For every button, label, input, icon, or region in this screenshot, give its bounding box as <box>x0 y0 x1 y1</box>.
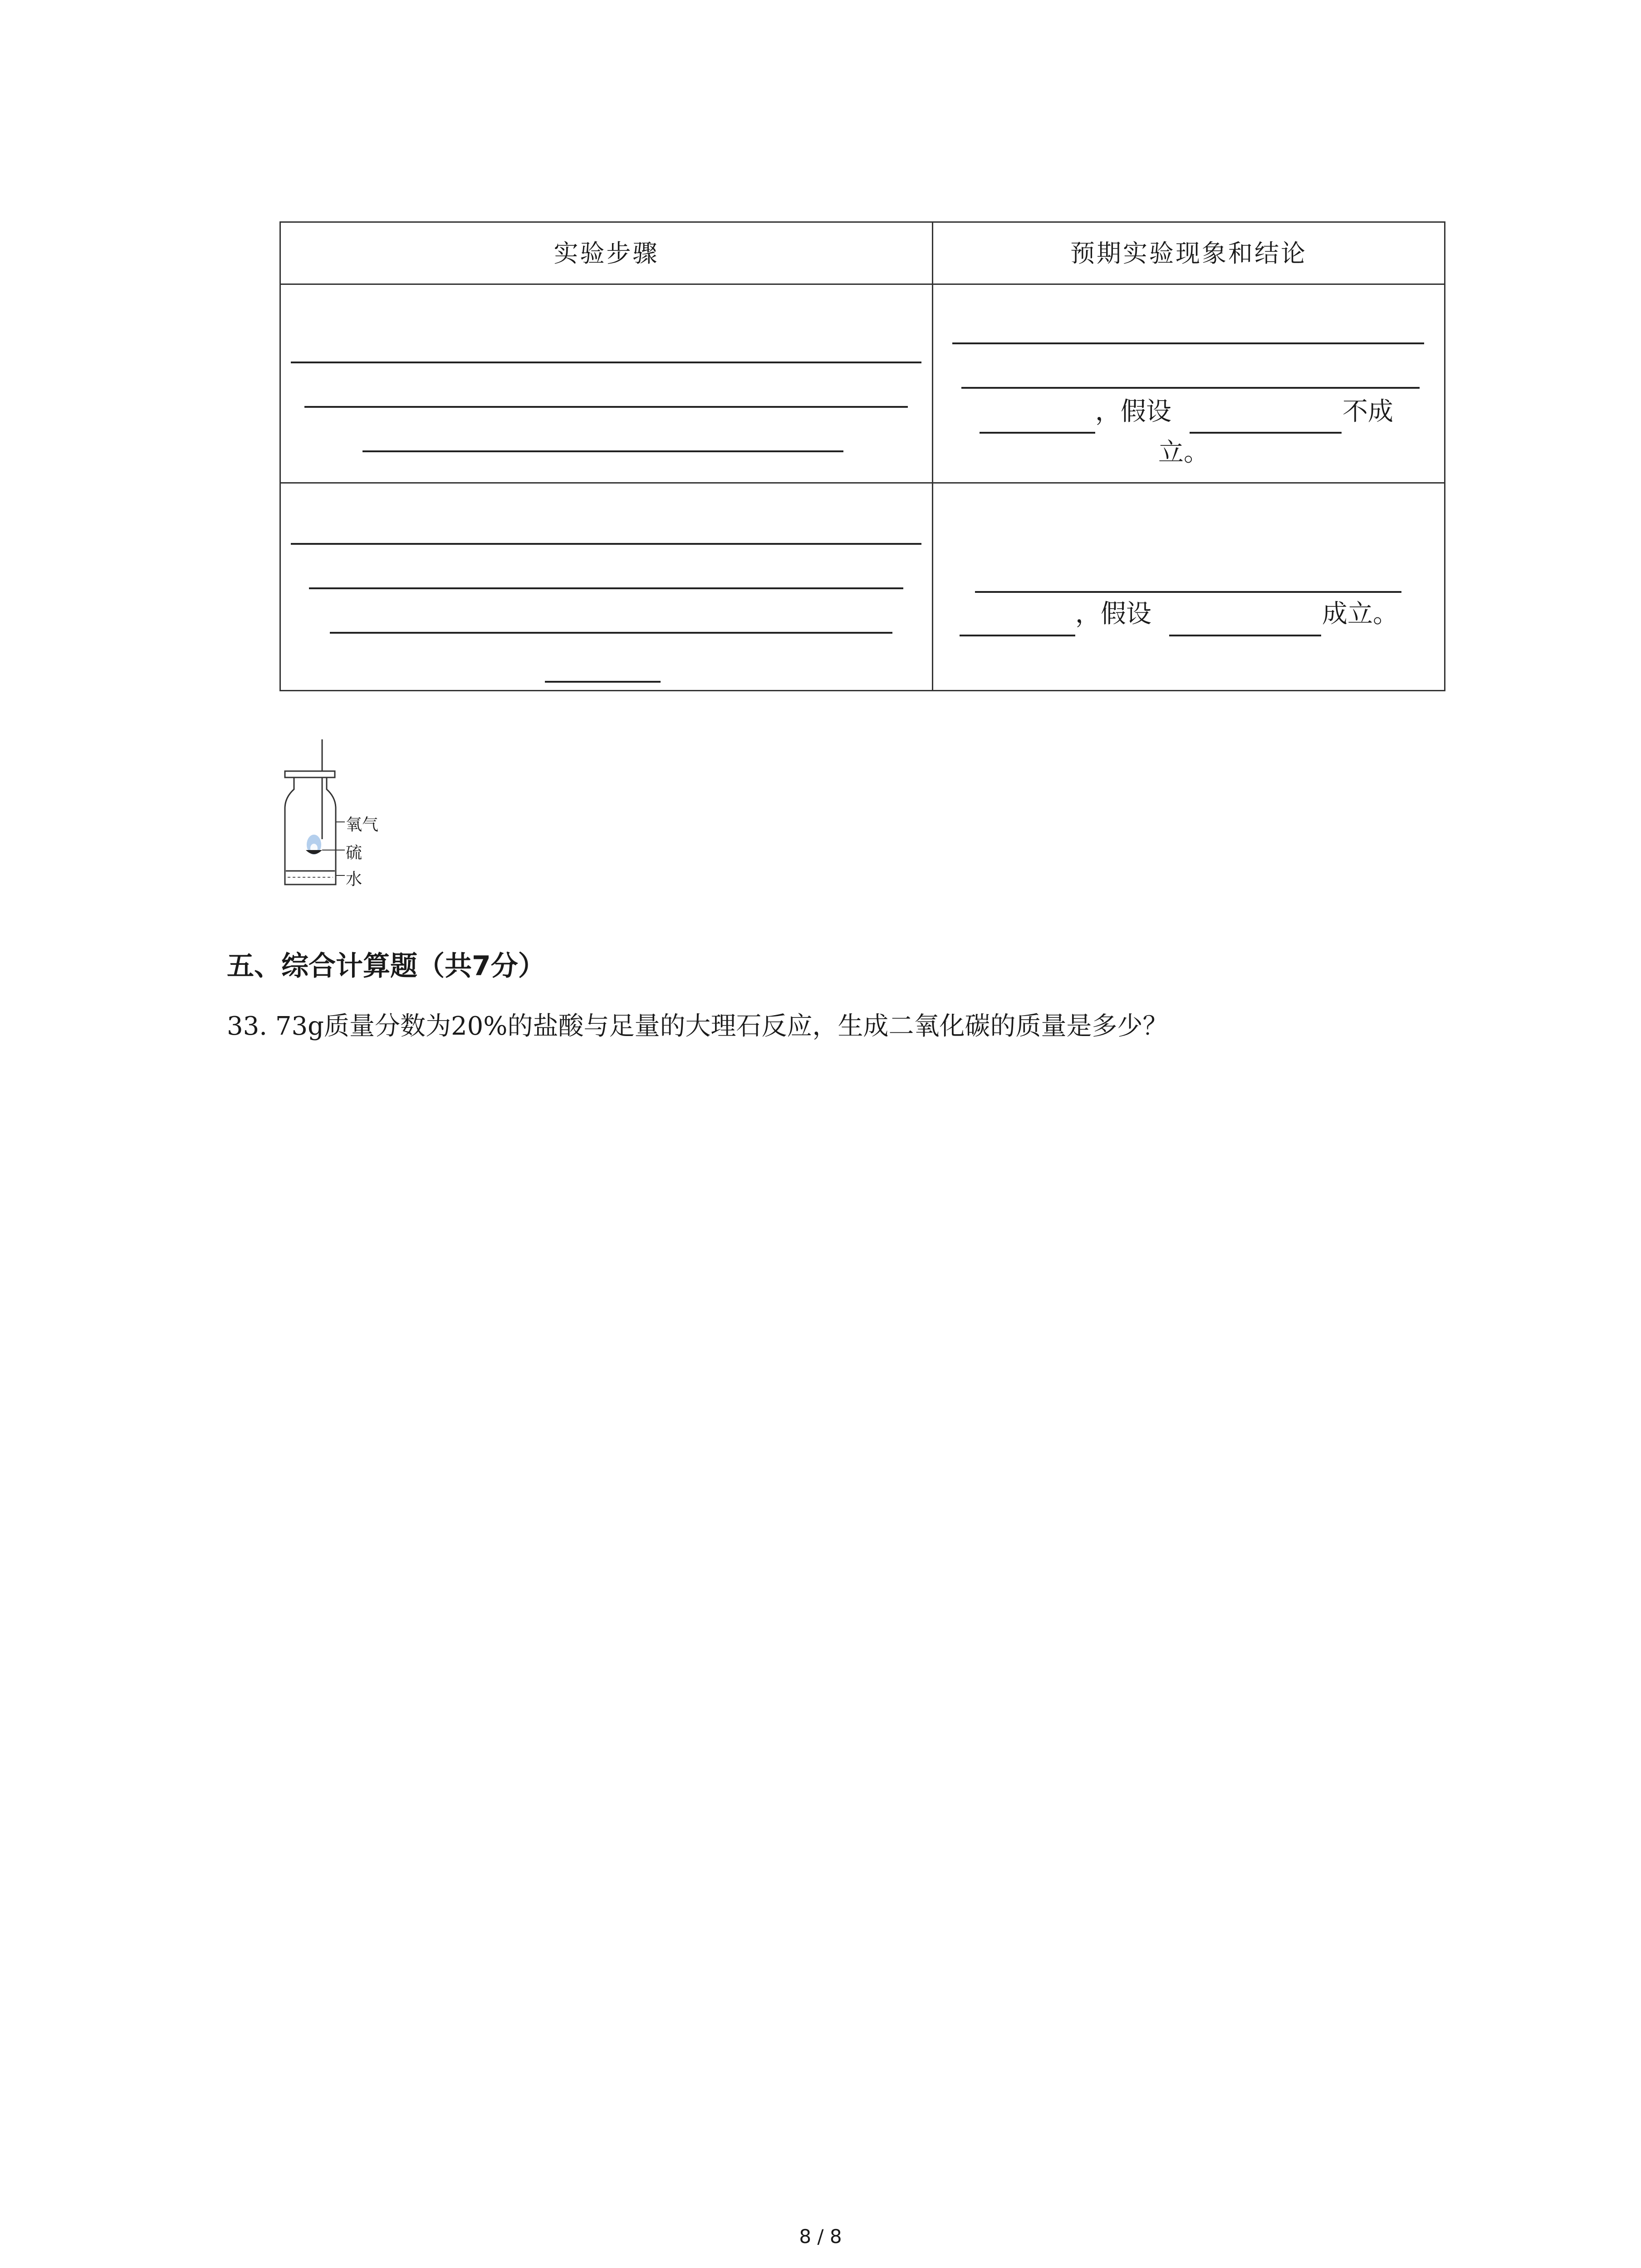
not-established-text: 不成 <box>1342 397 1393 426</box>
answer-blank[interactable] <box>975 591 1401 593</box>
answer-blank[interactable] <box>952 342 1424 344</box>
answer-blank[interactable] <box>304 406 908 408</box>
spoon-cup <box>306 850 322 854</box>
glass-plate <box>285 771 335 777</box>
sulfur-combustion-figure <box>277 739 413 894</box>
sulfur-label: 硫 <box>346 844 362 862</box>
answer-blank[interactable] <box>545 681 661 683</box>
answer-blank[interactable] <box>291 362 921 363</box>
experiment-table <box>279 221 1445 691</box>
answer-blank[interactable] <box>309 587 903 589</box>
answer-blank[interactable] <box>960 635 1075 636</box>
oxygen-label: 氧气 <box>346 816 379 834</box>
hypothesis-text: ，假设 <box>1075 599 1151 629</box>
hypothesis-blank[interactable] <box>1190 432 1342 434</box>
answer-blank[interactable] <box>330 632 892 634</box>
answer-blank[interactable] <box>980 432 1095 434</box>
page-number: 8 / 8 <box>799 2225 842 2248</box>
gas-bottle <box>285 777 336 885</box>
answer-blank[interactable] <box>291 543 921 545</box>
header-phenomena: 预期实验现象和结论 <box>1070 239 1307 268</box>
section-title: 五、综合计算题（共7分） <box>227 950 545 982</box>
gas-bottle-illustration <box>277 739 413 894</box>
answer-blank[interactable] <box>961 387 1420 389</box>
table-row-divider <box>281 482 1444 484</box>
question-number: 33. <box>227 1012 268 1041</box>
water-label: 水 <box>346 870 362 889</box>
hypothesis-blank[interactable] <box>1169 635 1321 636</box>
question-33 <box>227 1006 1168 1042</box>
hypothesis-text: ，假设 <box>1095 397 1171 426</box>
question-text: 73g质量分数为20%的盐酸与足量的大理石反应，生成二氧化碳的质量是多少？ <box>275 1012 1168 1041</box>
established-text: 成立。 <box>1322 599 1398 629</box>
table-column-divider <box>932 223 933 690</box>
header-steps: 实验步骤 <box>554 239 659 268</box>
established-end-text: 立。 <box>1158 438 1209 467</box>
answer-blank[interactable] <box>362 450 843 452</box>
